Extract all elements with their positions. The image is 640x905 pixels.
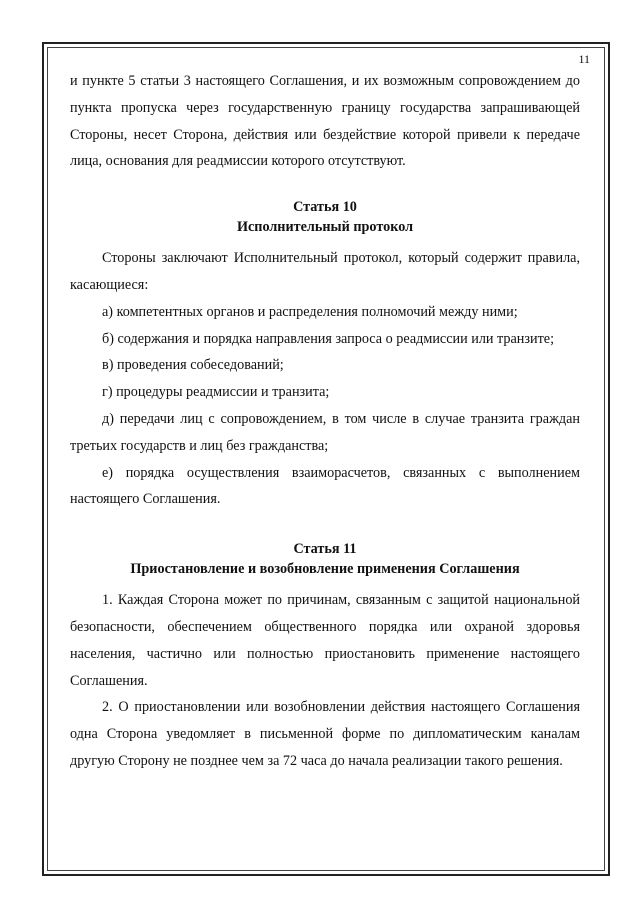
article-10-item: г) процедуры реадмиссии и транзита; — [102, 384, 330, 401]
article-11-heading — [70, 539, 580, 579]
article-11-number: Статья 11 — [293, 541, 357, 558]
article-10-item: а) компетентных органов и распределения полномочий между ними; — [102, 303, 518, 320]
article-10-item: б) содержания и порядка направления запроса о реадмиссии или транзите; — [102, 330, 555, 347]
article-10-number: Статья 10 — [293, 199, 357, 216]
article-10-item: в) проведения собеседований; — [102, 357, 284, 374]
continuation-paragraph: и пункте 5 статьи 3 настоящего Соглашения, и их возможным сопровождением до пункта пропуска через государственную границу государства запрашивающей Стороны, несет Сторона, действия или бездействие которой привели к передаче лица, основания для реадмиссии которого отсутствуют. — [70, 73, 580, 170]
article-10-title: Исполнительный протокол — [236, 219, 414, 236]
article-10-item: д) передачи лиц с сопровождением, в том числе в случае транзита граждан третьих государств и лиц без гражданства; — [70, 410, 580, 454]
article-10-heading — [70, 197, 580, 237]
document-body — [70, 68, 580, 775]
article-11-paragraph: 2. О приостановлении или возобновлении действия настоящего Соглашения одна Сторона уведомляет в письменной форме по дипломатическим каналам другую Сторону не позднее чем за 72 часа до начала реализации такого решения. — [70, 699, 580, 769]
article-10-intro: Стороны заключают Исполнительный протокол, который содержит правила, касающиеся: — [70, 250, 580, 293]
article-11-paragraph: 1. Каждая Сторона может по причинам, связанным с защитой национальной безопасности, обеспечением общественного порядка или охраной здоровья населения, частично или полностью приостановить применение настоящего Соглашения. — [70, 592, 580, 689]
article-11-title: Приостановление и возобновление применения Соглашения — [130, 561, 520, 578]
article-10-item: е) порядка осуществления взаиморасчетов, связанных с выполнением настоящего Соглашения. — [70, 464, 580, 508]
page-number: 11 — [578, 52, 590, 66]
